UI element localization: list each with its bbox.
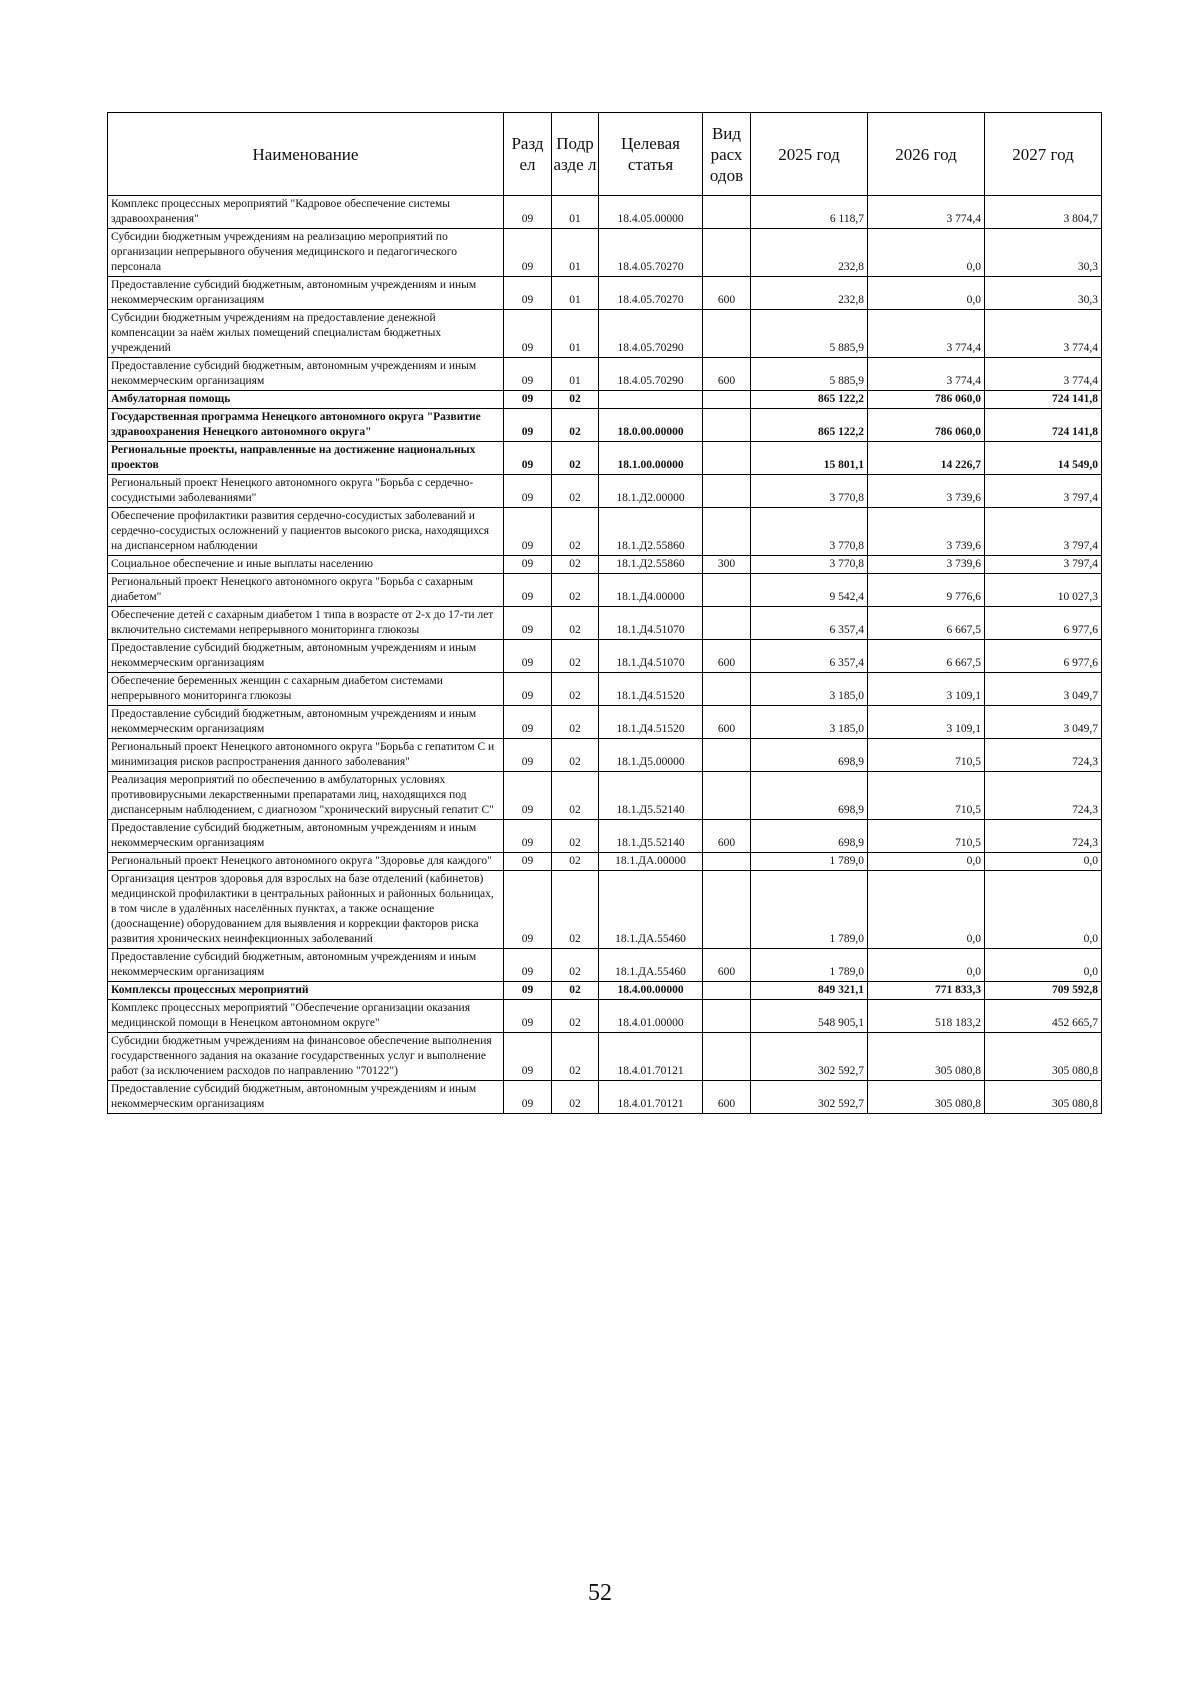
cell-subsection: 02 (552, 640, 599, 673)
cell-expense-type: 600 (703, 1081, 751, 1114)
cell-2026: 305 080,8 (868, 1081, 985, 1114)
cell-target-article: 18.1.Д2.00000 (599, 475, 703, 508)
cell-target-article: 18.1.00.00000 (599, 442, 703, 475)
table-body (108, 196, 1102, 1114)
cell-subsection: 02 (552, 442, 599, 475)
cell-2025: 5 885,9 (751, 310, 868, 358)
table-row (108, 820, 1102, 853)
cell-name: Обеспечение беременных женщин с сахарным диабетом системами непрерывного мониторинга глюкозы (108, 673, 504, 706)
table-row (108, 1081, 1102, 1114)
cell-2027: 3 797,4 (985, 508, 1102, 556)
cell-2026: 14 226,7 (868, 442, 985, 475)
cell-expense-type (703, 574, 751, 607)
col-header-2025: 2025 год (751, 113, 868, 196)
col-header-2027: 2027 год (985, 113, 1102, 196)
cell-target-article: 18.4.00.00000 (599, 982, 703, 1000)
cell-section: 09 (504, 391, 552, 409)
cell-2026: 0,0 (868, 871, 985, 949)
cell-expense-type: 600 (703, 820, 751, 853)
cell-2027: 3 049,7 (985, 706, 1102, 739)
cell-subsection: 01 (552, 310, 599, 358)
cell-target-article: 18.1.ДА.00000 (599, 853, 703, 871)
cell-name: Социальное обеспечение и иные выплаты населению (108, 556, 504, 574)
cell-2025: 3 185,0 (751, 673, 868, 706)
table-row (108, 739, 1102, 772)
cell-expense-type (703, 982, 751, 1000)
cell-name: Комплексы процессных мероприятий (108, 982, 504, 1000)
cell-expense-type (703, 508, 751, 556)
cell-subsection: 02 (552, 1081, 599, 1114)
cell-2026: 0,0 (868, 229, 985, 277)
cell-2025: 5 885,9 (751, 358, 868, 391)
cell-2027: 6 977,6 (985, 607, 1102, 640)
cell-target-article: 18.1.Д4.51520 (599, 706, 703, 739)
cell-2026: 0,0 (868, 277, 985, 310)
table-row (108, 640, 1102, 673)
cell-2027: 6 977,6 (985, 640, 1102, 673)
cell-2025: 698,9 (751, 772, 868, 820)
cell-target-article: 18.1.Д4.51070 (599, 607, 703, 640)
cell-2025: 3 770,8 (751, 475, 868, 508)
col-header-section: Разд ел (504, 113, 552, 196)
cell-expense-type (703, 475, 751, 508)
cell-2026: 710,5 (868, 772, 985, 820)
cell-subsection: 02 (552, 475, 599, 508)
cell-section: 09 (504, 1081, 552, 1114)
cell-2025: 698,9 (751, 739, 868, 772)
table-row (108, 391, 1102, 409)
cell-name: Комплекс процессных мероприятий "Кадровое обеспечение системы здравоохранения" (108, 196, 504, 229)
table-row (108, 277, 1102, 310)
cell-subsection: 02 (552, 1033, 599, 1081)
cell-name: Региональный проект Ненецкого автономного округа "Борьба с сердечно-сосудистыми заболеваниями" (108, 475, 504, 508)
table-row (108, 982, 1102, 1000)
cell-subsection: 02 (552, 508, 599, 556)
table-row (108, 673, 1102, 706)
cell-target-article: 18.4.05.00000 (599, 196, 703, 229)
cell-subsection: 02 (552, 607, 599, 640)
cell-name: Амбулаторная помощь (108, 391, 504, 409)
cell-expense-type (703, 871, 751, 949)
cell-section: 09 (504, 475, 552, 508)
cell-section: 09 (504, 358, 552, 391)
cell-name: Региональный проект Ненецкого автономного округа "Здоровье для каждого" (108, 853, 504, 871)
table-row (108, 574, 1102, 607)
cell-section: 09 (504, 229, 552, 277)
cell-2025: 1 789,0 (751, 949, 868, 982)
cell-2026: 3 109,1 (868, 706, 985, 739)
table-row (108, 358, 1102, 391)
budget-table (107, 112, 1102, 1114)
cell-expense-type (703, 196, 751, 229)
cell-2025: 232,8 (751, 229, 868, 277)
table-row (108, 949, 1102, 982)
cell-subsection: 01 (552, 196, 599, 229)
cell-2025: 3 770,8 (751, 508, 868, 556)
cell-target-article: 18.4.05.70290 (599, 358, 703, 391)
cell-2027: 0,0 (985, 871, 1102, 949)
cell-name: Предоставление субсидий бюджетным, автономным учреждениям и иным некоммерческим организациям (108, 640, 504, 673)
cell-2025: 865 122,2 (751, 409, 868, 442)
col-header-expense-type: Вид расх одов (703, 113, 751, 196)
cell-2026: 3 739,6 (868, 508, 985, 556)
cell-subsection: 01 (552, 229, 599, 277)
cell-2025: 6 118,7 (751, 196, 868, 229)
cell-2027: 10 027,3 (985, 574, 1102, 607)
cell-2027: 305 080,8 (985, 1033, 1102, 1081)
cell-2026: 3 774,4 (868, 196, 985, 229)
table-header-row (108, 113, 1102, 196)
cell-2027: 3 774,4 (985, 310, 1102, 358)
col-header-subsection: Подр азде л (552, 113, 599, 196)
cell-expense-type (703, 442, 751, 475)
cell-2025: 6 357,4 (751, 607, 868, 640)
col-header-target: Целевая статья (599, 113, 703, 196)
cell-2027: 30,3 (985, 277, 1102, 310)
cell-target-article (599, 391, 703, 409)
page-number: 52 (588, 1580, 612, 1606)
table-row (108, 853, 1102, 871)
cell-subsection: 02 (552, 853, 599, 871)
cell-2025: 302 592,7 (751, 1081, 868, 1114)
cell-2026: 710,5 (868, 739, 985, 772)
cell-expense-type (703, 607, 751, 640)
cell-target-article: 18.1.Д2.55860 (599, 556, 703, 574)
cell-2026: 3 109,1 (868, 673, 985, 706)
cell-section: 09 (504, 607, 552, 640)
cell-section: 09 (504, 574, 552, 607)
cell-name: Субсидии бюджетным учреждениям на реализацию мероприятий по организации непрерывного обучения медицинского и педагогического персонала (108, 229, 504, 277)
cell-name: Предоставление субсидий бюджетным, автономным учреждениям и иным некоммерческим организациям (108, 820, 504, 853)
cell-subsection: 02 (552, 706, 599, 739)
cell-name: Предоставление субсидий бюджетным, автономным учреждениям и иным некоммерческим организациям (108, 706, 504, 739)
cell-2027: 0,0 (985, 949, 1102, 982)
cell-target-article: 18.4.05.70290 (599, 310, 703, 358)
cell-section: 09 (504, 853, 552, 871)
cell-subsection: 01 (552, 277, 599, 310)
cell-2026: 710,5 (868, 820, 985, 853)
cell-name: Предоставление субсидий бюджетным, автономным учреждениям и иным некоммерческим организациям (108, 949, 504, 982)
cell-subsection: 01 (552, 358, 599, 391)
cell-2026: 3 774,4 (868, 310, 985, 358)
cell-expense-type (703, 772, 751, 820)
cell-expense-type (703, 409, 751, 442)
table-row (108, 556, 1102, 574)
cell-name: Обеспечение профилактики развития сердечно-сосудистых заболеваний и сердечно-сосудистых осложнений у пациентов высокого риска, находящихся на диспансерном наблюдении (108, 508, 504, 556)
cell-target-article: 18.4.01.70121 (599, 1081, 703, 1114)
cell-subsection: 02 (552, 673, 599, 706)
cell-target-article: 18.1.Д4.51070 (599, 640, 703, 673)
table-row (108, 196, 1102, 229)
cell-section: 09 (504, 508, 552, 556)
cell-2025: 232,8 (751, 277, 868, 310)
cell-target-article: 18.4.05.70270 (599, 277, 703, 310)
table-row (108, 442, 1102, 475)
cell-2026: 305 080,8 (868, 1033, 985, 1081)
cell-section: 09 (504, 556, 552, 574)
cell-2027: 3 774,4 (985, 358, 1102, 391)
cell-2027: 305 080,8 (985, 1081, 1102, 1114)
cell-section: 09 (504, 982, 552, 1000)
cell-name: Субсидии бюджетным учреждениям на финансовое обеспечение выполнения государственного задания на оказание государственных услуг и выполнение работ (за исключением расходов по направлению "70122") (108, 1033, 504, 1081)
cell-subsection: 02 (552, 391, 599, 409)
cell-target-article: 18.4.01.70121 (599, 1033, 703, 1081)
cell-subsection: 02 (552, 409, 599, 442)
cell-subsection: 02 (552, 739, 599, 772)
cell-name: Обеспечение детей с сахарным диабетом 1 типа в возрасте от 2-х до 17-ти лет включительно системами непрерывного мониторинга глюкозы (108, 607, 504, 640)
cell-2026: 0,0 (868, 853, 985, 871)
table-row (108, 706, 1102, 739)
table-row (108, 1033, 1102, 1081)
cell-target-article: 18.1.Д5.52140 (599, 820, 703, 853)
cell-expense-type (703, 229, 751, 277)
cell-2025: 15 801,1 (751, 442, 868, 475)
cell-subsection: 02 (552, 1000, 599, 1033)
cell-expense-type (703, 739, 751, 772)
cell-2027: 14 549,0 (985, 442, 1102, 475)
table-row (108, 607, 1102, 640)
cell-subsection: 02 (552, 820, 599, 853)
cell-2026: 6 667,5 (868, 640, 985, 673)
cell-name: Предоставление субсидий бюджетным, автономным учреждениям и иным некоммерческим организациям (108, 1081, 504, 1114)
cell-section: 09 (504, 949, 552, 982)
cell-section: 09 (504, 1033, 552, 1081)
cell-section: 09 (504, 1000, 552, 1033)
table-row (108, 310, 1102, 358)
cell-section: 09 (504, 409, 552, 442)
cell-2025: 6 357,4 (751, 640, 868, 673)
cell-2027: 452 665,7 (985, 1000, 1102, 1033)
cell-2025: 849 321,1 (751, 982, 868, 1000)
cell-expense-type: 600 (703, 640, 751, 673)
cell-expense-type (703, 673, 751, 706)
cell-name: Организация центров здоровья для взрослых на базе отделений (кабинетов) медицинской профилактики в центральных районных и районных больницах, в том числе в удалённых населённых пунктах, а также оснащение (дооснащение) оборудованием для выявления и коррекции факторов риска развития хронических неинфекционных заболеваний (108, 871, 504, 949)
cell-2027: 3 804,7 (985, 196, 1102, 229)
cell-expense-type (703, 853, 751, 871)
cell-expense-type (703, 1033, 751, 1081)
cell-subsection: 02 (552, 556, 599, 574)
cell-2027: 709 592,8 (985, 982, 1102, 1000)
table-row (108, 772, 1102, 820)
cell-section: 09 (504, 772, 552, 820)
cell-target-article: 18.0.00.00000 (599, 409, 703, 442)
cell-2026: 518 183,2 (868, 1000, 985, 1033)
table-row (108, 409, 1102, 442)
cell-2025: 302 592,7 (751, 1033, 868, 1081)
cell-section: 09 (504, 820, 552, 853)
cell-name: Региональный проект Ненецкого автономного округа "Борьба с гепатитом С и минимизация рисков распространения данного заболевания" (108, 739, 504, 772)
cell-section: 09 (504, 871, 552, 949)
cell-name: Государственная программа Ненецкого автономного округа "Развитие здравоохранения Ненецкого автономного округа" (108, 409, 504, 442)
cell-2025: 865 122,2 (751, 391, 868, 409)
cell-section: 09 (504, 442, 552, 475)
cell-name: Комплекс процесcных мероприятий "Обеспечение организации оказания медицинской помощи в Ненецком автономном округе" (108, 1000, 504, 1033)
cell-expense-type: 600 (703, 949, 751, 982)
cell-subsection: 02 (552, 949, 599, 982)
table-row (108, 508, 1102, 556)
cell-section: 09 (504, 706, 552, 739)
table-row (108, 871, 1102, 949)
cell-2027: 724,3 (985, 772, 1102, 820)
cell-expense-type: 600 (703, 706, 751, 739)
cell-section: 09 (504, 196, 552, 229)
cell-section: 09 (504, 640, 552, 673)
cell-target-article: 18.1.Д5.52140 (599, 772, 703, 820)
cell-2025: 3 770,8 (751, 556, 868, 574)
cell-expense-type: 300 (703, 556, 751, 574)
cell-expense-type: 600 (703, 277, 751, 310)
cell-section: 09 (504, 739, 552, 772)
cell-name: Предоставление субсидий бюджетным, автономным учреждениям и иным некоммерческим организациям (108, 358, 504, 391)
table-row (108, 475, 1102, 508)
cell-2025: 548 905,1 (751, 1000, 868, 1033)
cell-subsection: 02 (552, 871, 599, 949)
cell-target-article: 18.1.ДА.55460 (599, 871, 703, 949)
cell-target-article: 18.1.Д2.55860 (599, 508, 703, 556)
cell-expense-type (703, 391, 751, 409)
cell-2027: 0,0 (985, 853, 1102, 871)
cell-2025: 9 542,4 (751, 574, 868, 607)
col-header-2026: 2026 год (868, 113, 985, 196)
cell-2025: 1 789,0 (751, 871, 868, 949)
col-header-name: Наименование (108, 113, 504, 196)
cell-subsection: 02 (552, 772, 599, 820)
cell-subsection: 02 (552, 574, 599, 607)
cell-target-article: 18.4.05.70270 (599, 229, 703, 277)
cell-target-article: 18.1.Д4.51520 (599, 673, 703, 706)
cell-2025: 3 185,0 (751, 706, 868, 739)
cell-expense-type (703, 1000, 751, 1033)
cell-2026: 9 776,6 (868, 574, 985, 607)
cell-target-article: 18.1.Д5.00000 (599, 739, 703, 772)
cell-name: Субсидии бюджетным учреждениям на предоставление денежной компенсации за наём жилых помещений специалистам бюджетных учреждений (108, 310, 504, 358)
cell-2025: 1 789,0 (751, 853, 868, 871)
cell-2026: 786 060,0 (868, 409, 985, 442)
cell-2026: 3 739,6 (868, 556, 985, 574)
cell-name: Реализация мероприятий по обеспечению в амбулаторных условиях противовирусными лекарственными препаратами лиц, находящихся под диспансерным наблюдением, с диагнозом "хронический вирусный гепатит С" (108, 772, 504, 820)
cell-subsection: 02 (552, 982, 599, 1000)
table-row (108, 229, 1102, 277)
cell-2027: 3 797,4 (985, 475, 1102, 508)
cell-2027: 724 141,8 (985, 391, 1102, 409)
cell-name: Региональные проекты, направленные на достижение национальных проектов (108, 442, 504, 475)
cell-name: Региональный проект Ненецкого автономного округа "Борьба с сахарным диабетом" (108, 574, 504, 607)
cell-2025: 698,9 (751, 820, 868, 853)
cell-expense-type (703, 310, 751, 358)
cell-2026: 3 774,4 (868, 358, 985, 391)
cell-2027: 30,3 (985, 229, 1102, 277)
cell-target-article: 18.1.ДА.55460 (599, 949, 703, 982)
cell-2027: 3 797,4 (985, 556, 1102, 574)
cell-2026: 3 739,6 (868, 475, 985, 508)
cell-2026: 0,0 (868, 949, 985, 982)
cell-section: 09 (504, 310, 552, 358)
cell-2026: 6 667,5 (868, 607, 985, 640)
cell-expense-type: 600 (703, 358, 751, 391)
table-row (108, 1000, 1102, 1033)
cell-section: 09 (504, 277, 552, 310)
cell-2026: 786 060,0 (868, 391, 985, 409)
cell-2027: 3 049,7 (985, 673, 1102, 706)
cell-section: 09 (504, 673, 552, 706)
cell-2027: 724 141,8 (985, 409, 1102, 442)
cell-2027: 724,3 (985, 820, 1102, 853)
cell-target-article: 18.1.Д4.00000 (599, 574, 703, 607)
cell-name: Предоставление субсидий бюджетным, автономным учреждениям и иным некоммерческим организациям (108, 277, 504, 310)
cell-target-article: 18.4.01.00000 (599, 1000, 703, 1033)
cell-2026: 771 833,3 (868, 982, 985, 1000)
cell-2027: 724,3 (985, 739, 1102, 772)
